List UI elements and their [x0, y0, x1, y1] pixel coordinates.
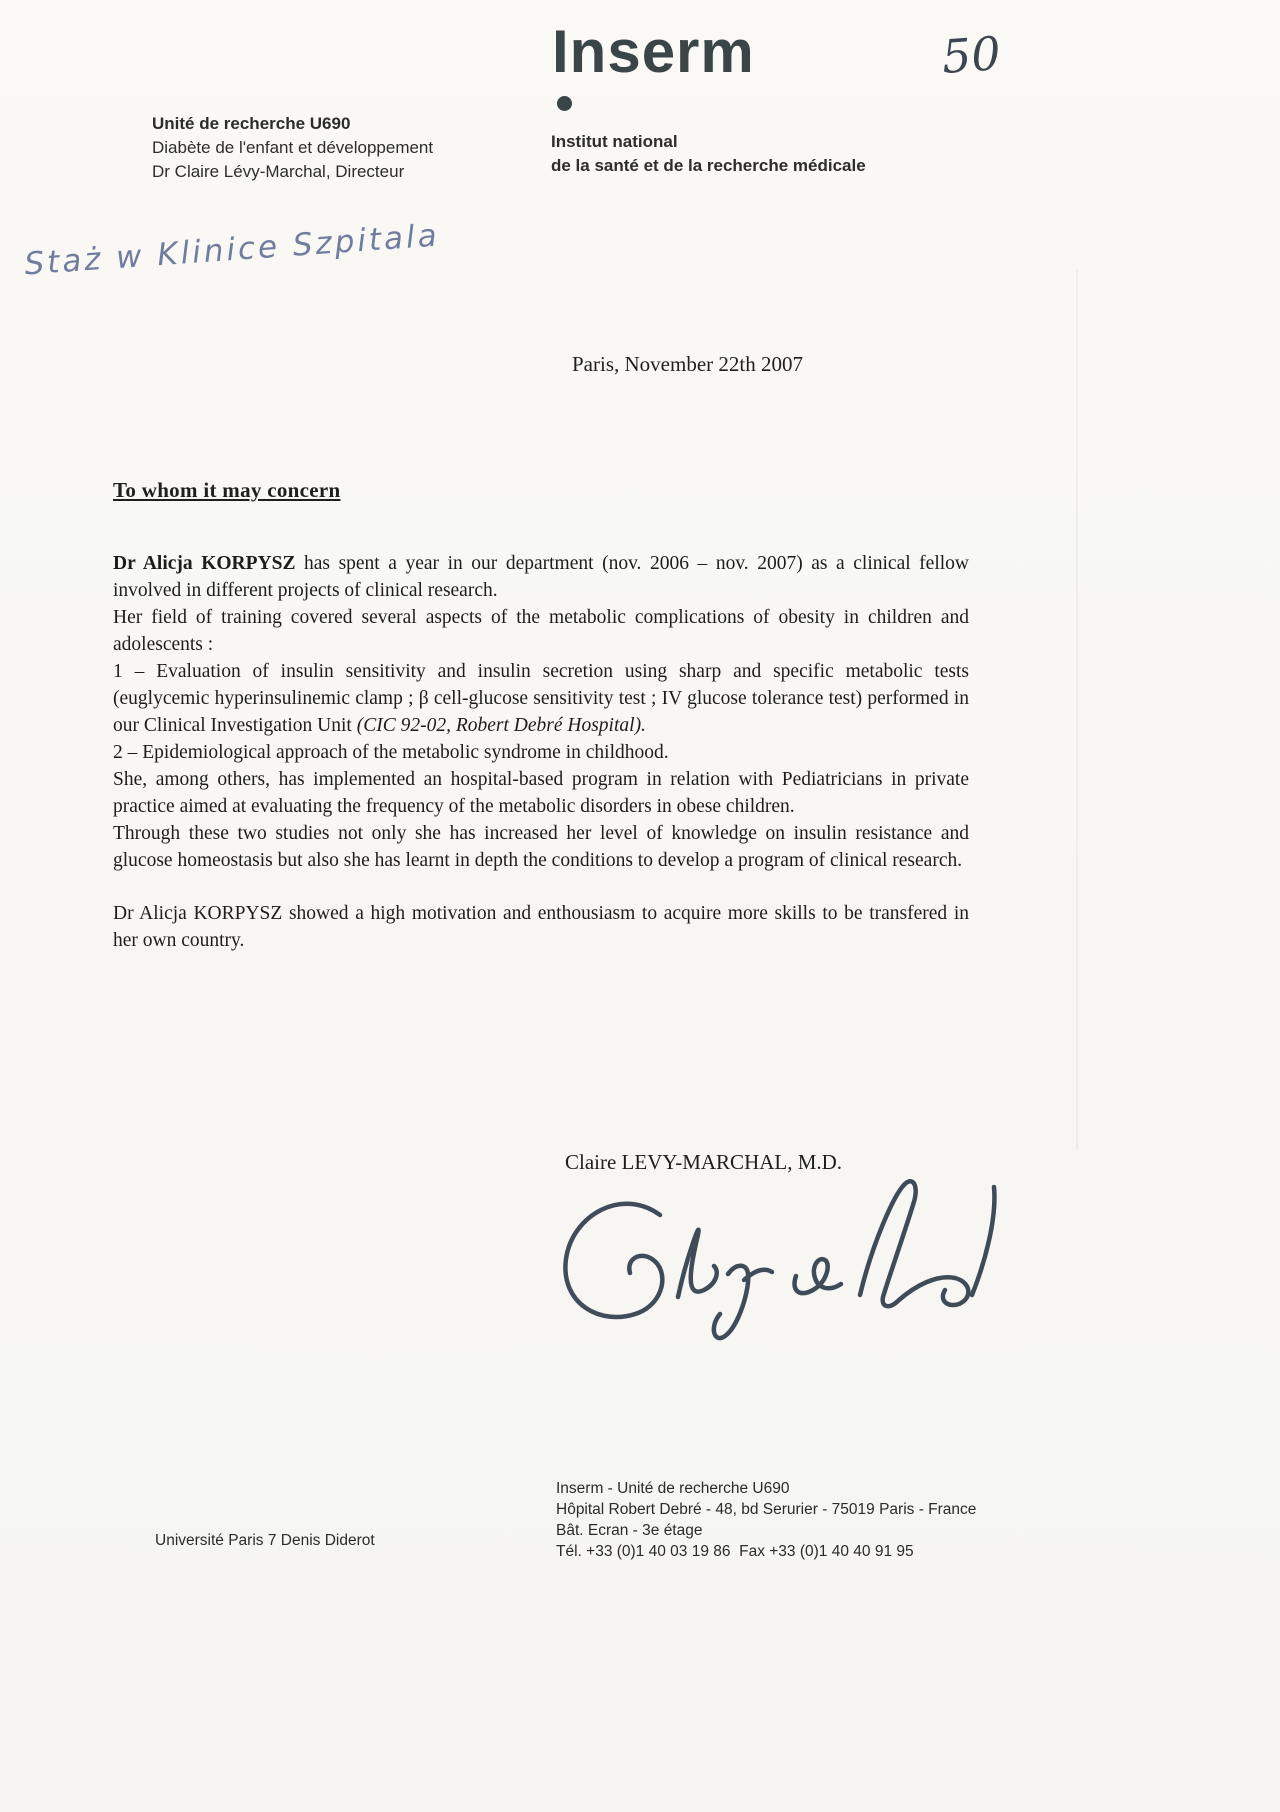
university-name: Université Paris 7 Denis Diderot — [155, 1532, 375, 1549]
footer-line-unit: Inserm - Unité de recherche U690 — [556, 1480, 790, 1497]
scan-crease — [1076, 270, 1078, 1150]
paragraph-item-1-italic: (CIC 92-02, Robert Debré Hospital). — [356, 715, 646, 736]
handwritten-note: Staż w Klinice Szpitala — [23, 217, 441, 283]
paragraph-item-2: 2 – Epidemiological approach of the metabolic syndrome in childhood. — [113, 742, 669, 763]
institute-block — [551, 130, 866, 178]
handwritten-page-number: 50 — [940, 26, 1003, 84]
unit-director: Dr Claire Lévy-Marchal, Directeur — [152, 162, 405, 181]
fellow-name-bold: Dr Alicja KORPYSZ — [113, 553, 296, 574]
institute-line-2: de la santé et de la recherche médicale — [551, 156, 866, 175]
inserm-logo — [552, 18, 755, 85]
footer-address-block — [556, 1478, 976, 1562]
footer-line-hospital: Hôpital Robert Debré - 48, bd Serurier - 75019 Paris - France — [556, 1501, 977, 1518]
paragraph-intro-rest: has spent a year in our department (nov. 2006 – nov. 2007) as a clinical fellow involved in different projects of clinical research. — [113, 553, 969, 601]
inserm-logo-dot-icon — [557, 96, 572, 111]
dateline: Paris, November 22th 2007 — [572, 352, 803, 376]
unit-description: Diabète de l'enfant et développement — [152, 138, 434, 157]
salutation: To whom it may concern — [113, 478, 341, 502]
unit-name: Unité de recherche U690 — [152, 114, 351, 133]
inserm-logo-text: Inserm — [552, 18, 755, 85]
paragraph-intro — [113, 550, 969, 604]
paragraph-item-1-main: 1 – Evaluation of insulin sensitivity and insulin secretion using sharp and specific metabolic tests (euglycemic hyperinsulinemic clamp ; β cell-glucose sensitivity test ; IV glucose tolerance test) performed in our Clinical Investigation Unit — [113, 661, 969, 736]
signatory-name: Claire LEVY-MARCHAL, M.D. — [565, 1150, 843, 1174]
unit-address-block — [152, 112, 433, 184]
institute-line-1: Institut national — [551, 132, 678, 151]
paragraph-closing: Dr Alicja KORPYSZ showed a high motivation and enthousiasm to acquire more skills to be transfered in her own country. — [113, 903, 969, 951]
signature-scribble — [542, 1175, 1012, 1345]
paragraph-studies: Through these two studies not only she has increased her level of knowledge on insulin resistance and glucose homeostasis but also she has learnt in depth the conditions to develop a program of clinical research. — [113, 823, 969, 871]
paragraph-item-1 — [113, 658, 969, 739]
letter-body — [113, 550, 969, 954]
footer-line-building: Bât. Ecran - 3e étage — [556, 1522, 703, 1539]
paragraph-program: She, among others, has implemented an hospital-based program in relation with Pediatricians in private practice aimed at evaluating the frequency of the metabolic disorders in obese children. — [113, 769, 969, 817]
paragraph-training: Her field of training covered several aspects of the metabolic complications of obesity in children and adolescents : — [113, 607, 969, 655]
footer-line-phone: Tél. +33 (0)1 40 03 19 86 Fax +33 (0)1 40 40 91 95 — [556, 1543, 914, 1560]
